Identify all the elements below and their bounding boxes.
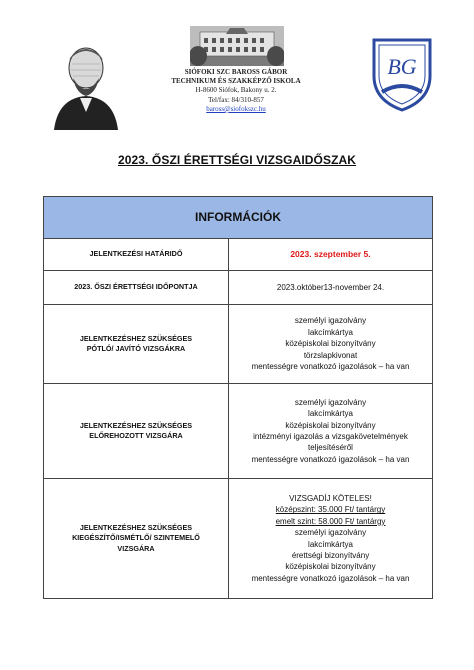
list-item: középiskolai bizonyítvány	[285, 339, 376, 349]
list-item: teljesítéséről	[308, 443, 353, 453]
list-item: középiskolai bizonyítvány	[285, 562, 376, 572]
founder-portrait-image	[46, 38, 126, 130]
exam-period-label: 2023. ŐSZI ÉRETTSÉGI IDŐPONTJA	[44, 271, 229, 305]
table-row	[44, 479, 433, 599]
early-exam-requirements	[229, 384, 433, 479]
list-item: mentességre vonatkozó igazolások – ha van	[251, 454, 410, 464]
table-row	[44, 305, 433, 384]
table-row	[44, 239, 433, 271]
fee-intermediate-level: középszint: 35.000 Ft/ tantárgy	[275, 505, 386, 515]
svg-text:BG: BG	[387, 54, 417, 79]
school-crest-logo	[370, 36, 434, 112]
list-item: lakcímkártya	[308, 327, 353, 337]
list-item: személyi igazolvány	[294, 316, 367, 326]
list-item: személyi igazolvány	[294, 397, 367, 407]
table-heading: INFORMÁCIÓK	[44, 197, 433, 239]
list-item: lakcímkártya	[308, 409, 353, 419]
list-item: személyi igazolvány	[294, 528, 367, 538]
early-exam-label: JELENTKEZÉSHEZ SZÜKSÉGES ELŐREHOZOTT VIZSGÁRA	[44, 384, 229, 479]
supplementary-exam-label: JELENTKEZÉSHEZ SZÜKSÉGES KIEGÉSZÍTŐ/ISMÉTLŐ/ SZINTEMELŐ VIZSGÁRA	[44, 479, 229, 599]
exam-period-value: 2023.október13-november 24.	[229, 271, 433, 305]
school-email-link[interactable]: baross@siofokszc.hu	[206, 104, 266, 113]
school-name-line1: SIÓFOKI SZC BAROSS GÁBOR	[184, 68, 288, 76]
list-item: mentességre vonatkozó igazolások – ha van	[251, 362, 410, 372]
deadline-value: 2023. szeptember 5.	[229, 239, 433, 271]
supplementary-exam-requirements	[229, 479, 433, 599]
fee-notice: VIZSGADÍJ KÖTELES!	[289, 493, 372, 503]
table-heading-row	[44, 197, 433, 239]
list-item: lakcímkártya	[308, 539, 353, 549]
page-title: 2023. ŐSZI ÉRETTSÉGI VIZSGAIDŐSZAK	[117, 153, 357, 167]
information-table	[43, 196, 433, 599]
school-name-line2: TECHNIKUM ÉS SZAKKÉPZŐ ISKOLA	[171, 77, 301, 86]
list-item: középiskolai bizonyítvány	[285, 420, 376, 430]
list-item: törzslapkivonat	[303, 350, 358, 360]
school-phone: Tel/fax: 84/310-857	[208, 95, 264, 104]
table-row	[44, 384, 433, 479]
deadline-label: JELENTKEZÉSI HATÁRIDŐ	[44, 239, 229, 271]
school-building-image	[190, 26, 284, 66]
retake-label: JELENTKEZÉSHEZ SZÜKSÉGES PÓTLÓ/ JAVÍTÓ VIZSGÁKRA	[44, 305, 229, 384]
table-row	[44, 271, 433, 305]
list-item: érettségi bizonyítvány	[291, 550, 370, 560]
fee-advanced-level: emelt szint: 58.000 Ft/ tantárgy	[275, 516, 386, 526]
school-address: H-8600 Siófok, Bakony u. 2.	[195, 86, 277, 95]
school-contact-block	[126, 68, 346, 114]
list-item: mentességre vonatkozó igazolások – ha van	[251, 573, 410, 583]
list-item: intézményi igazolás a vizsgakövetelmények	[253, 432, 408, 441]
retake-requirements	[229, 305, 433, 384]
